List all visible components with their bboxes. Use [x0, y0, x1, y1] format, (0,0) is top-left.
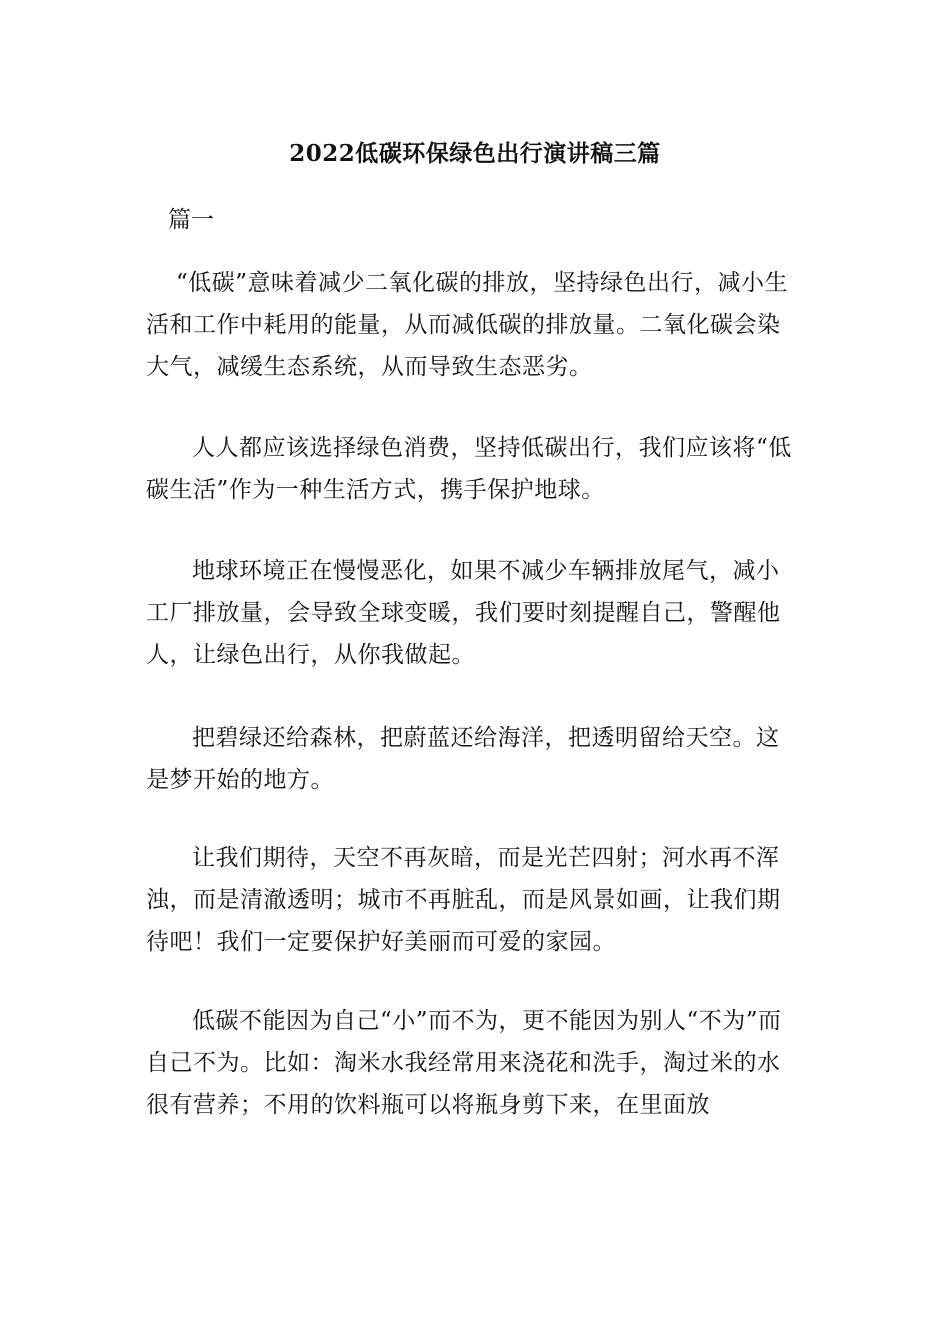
- paragraph-4: 把碧绿还给森林，把蔚蓝还给海洋，把透明留给天空。这是梦开始的地方。: [146, 725, 780, 793]
- paragraph-3: 地球环境正在慢慢恶化，如果不减少车辆排放尾气，减小工厂排放量，会导致全球变暖，我们要时刻提醒自己，警醒他人，让绿色出行，从你我做起。: [146, 558, 781, 668]
- document-title: 2022低碳环保绿色出行演讲稿三篇: [289, 140, 661, 167]
- paragraph-2: 人人都应该选择绿色消费，坚持低碳出行，我们应该将“低碳生活”作为一种生活方式，携手保护地球。: [146, 435, 792, 503]
- section-heading: 篇一: [168, 207, 214, 233]
- paragraph-5: 让我们期待，天空不再灰暗，而是光芒四射；河水再不浑浊，而是清澈透明；城市不再脏乱，而是风景如画，让我们期待吧！我们一定要保护好美丽而可爱的家园。: [146, 845, 781, 955]
- paragraph-1: “低碳”意味着减少二氧化碳的排放，坚持绿色出行，减小生活和工作中耗用的能量，从而减低碳的排放量。二氧化碳会染大气，减缓生态系统，从而导致生态恶劣。: [146, 270, 789, 380]
- paragraph-6: 低碳不能因为自己“小”而不为，更不能因为别人“不为”而自己不为。比如：淘米水我经常用来浇花和洗手，淘过米的水很有营养；不用的饮料瓶可以将瓶身剪下来，在里面放: [146, 1008, 782, 1118]
